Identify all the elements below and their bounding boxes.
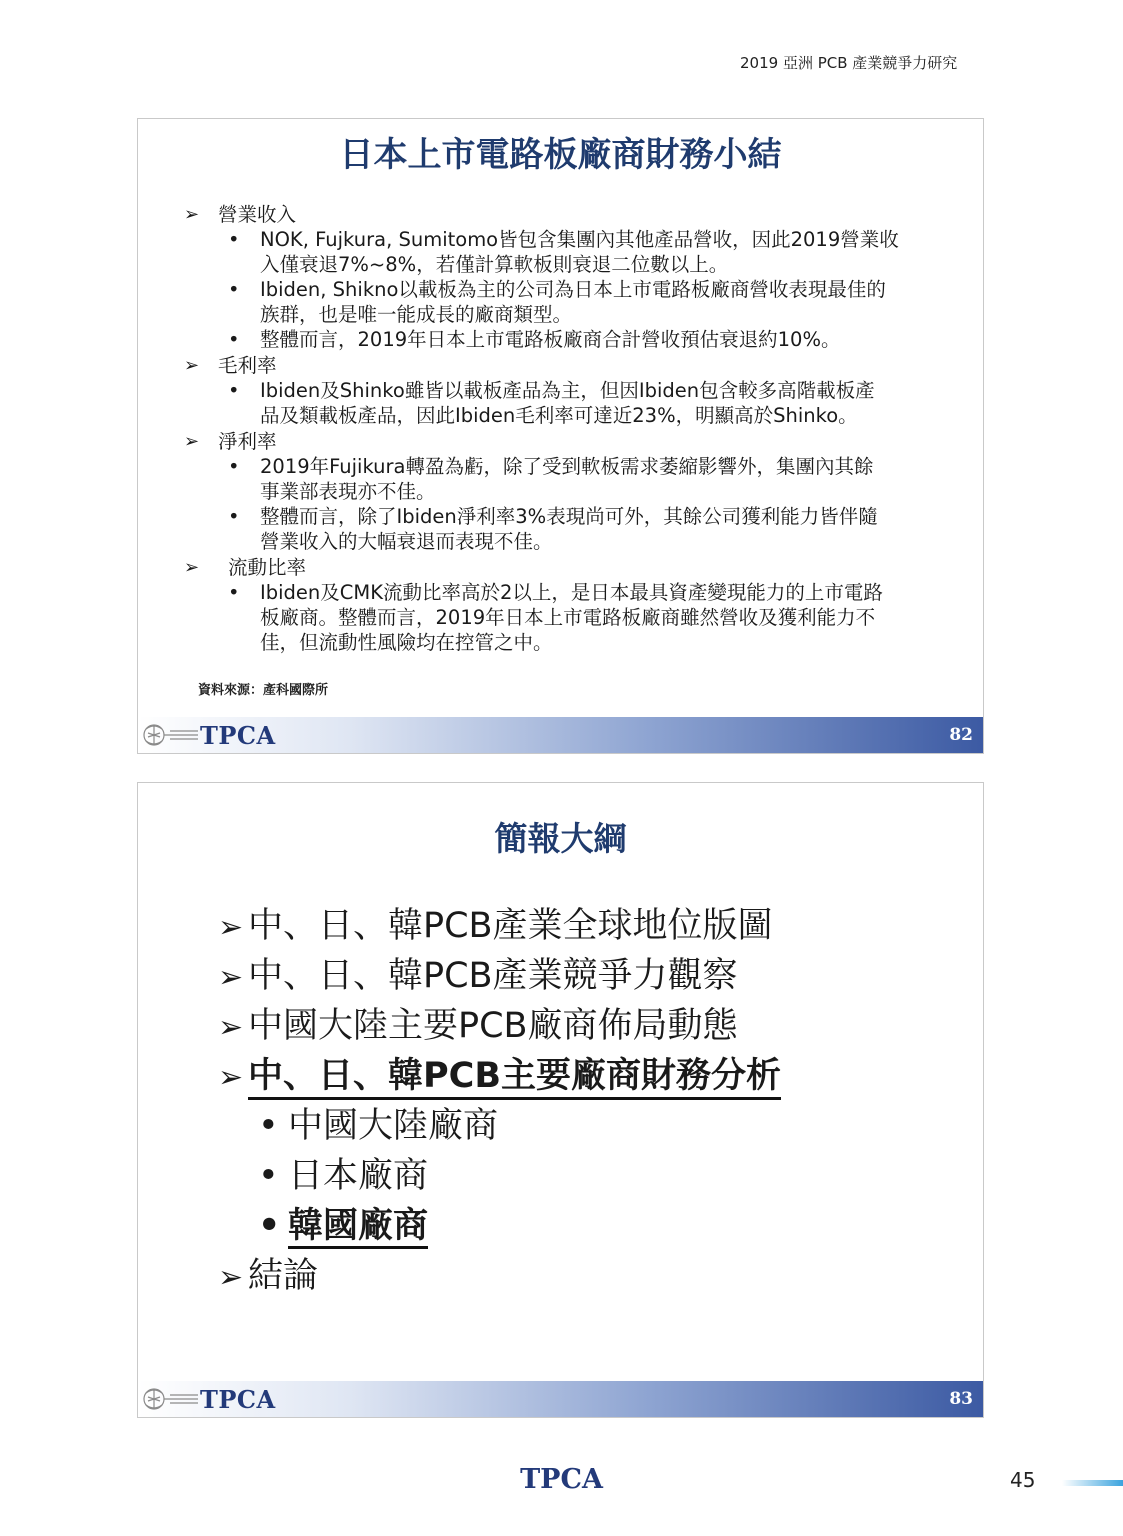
arrow-bullet-icon: ➢ [218, 1010, 244, 1045]
slide-83 [137, 782, 984, 1418]
agenda-subitem: • 日本廠商 [258, 1156, 429, 1196]
arrow-bullet-icon: ➢ [218, 910, 244, 945]
section-net-margin [184, 428, 954, 554]
list-item: • Ibiden, Shikno以載板為主的公司為日本上市電路板廠商營收表現最佳的 族群，也是唯一能成長的廠商類型。 [228, 278, 886, 326]
agenda-list [218, 901, 918, 1301]
source-note: 資料來源：產科國際所 [198, 683, 329, 698]
slide-body [184, 201, 954, 655]
list-item: • Ibiden及Shinko雖皆以載板產品為主，但因Ibiden包含較多高階載板產 品及類載板產品，因此Ibiden毛利率可達近23%，明顯高於Shinko。 [228, 379, 875, 427]
section-heading: 淨利率 [218, 429, 277, 453]
footer-logo-text: TPCA [200, 721, 276, 750]
list-item: • Ibiden及CMK流動比率高於2以上，是日本最具資產變現能力的上市電路 板廠商。整體而言，2019年日本上市電路板廠商雖然營收及獲利能力不 佳，但流動性風險均在控管之中。 [228, 581, 883, 654]
slide-footer [138, 717, 983, 753]
footer-logo-text: TPCA [200, 1385, 276, 1414]
list-item: • 整體而言，除了Ibiden淨利率3%表現尚可外，其餘公司獲利能力皆伴隨 營業收入的大幅衰退而表現不佳。 [228, 505, 878, 553]
arrow-bullet-icon: ➢ [218, 1060, 244, 1095]
tpca-logo-icon [140, 719, 198, 751]
section-gross-margin [184, 352, 954, 428]
section-current-ratio [184, 554, 954, 655]
slide-title: 簡報大綱 [494, 819, 627, 858]
agenda-item: ➢ 中國大陸主要PCB廠商佈局動態 [218, 1001, 918, 1051]
section-revenue [184, 201, 954, 352]
arrow-bullet-icon: ➢ [218, 1260, 244, 1295]
agenda-subitem-current: • 韓國廠商 [218, 1201, 918, 1251]
page-accent-bar [1062, 1480, 1123, 1486]
slide-82 [137, 118, 984, 754]
section-heading: 流動比率 [228, 555, 307, 579]
list-item: • 整體而言，2019年日本上市電路板廠商合計營收預估衰退約10%。 [228, 328, 841, 351]
tpca-logo-icon [140, 1383, 198, 1415]
document-footer-logo: TPCA [520, 1464, 603, 1495]
agenda-item: ➢ 結論 [218, 1251, 918, 1301]
slide-page-number: 82 [949, 725, 973, 745]
arrow-bullet-icon: ➢ [184, 203, 200, 225]
slide-footer [138, 1381, 983, 1417]
agenda-item-current: ➢ 中、日、韓PCB主要廠商財務分析 [218, 1051, 918, 1101]
agenda-item: ➢ 中、日、韓PCB產業競爭力觀察 [218, 951, 918, 1001]
page-number: 45 [1010, 1468, 1036, 1492]
document-header: 2019 亞洲 PCB 產業競爭力研究 [740, 54, 958, 72]
agenda-item: ➢ 中、日、韓PCB產業全球地位版圖 [218, 901, 918, 951]
slide-page-number: 83 [949, 1389, 973, 1409]
section-heading: 營業收入 [218, 202, 297, 226]
list-item: • NOK, Fujkura, Sumitomo皆包含集團內其他產品營收，因此2019營業收 入僅衰退7%~8%，若僅計算軟板則衰退二位數以上。 [228, 228, 899, 276]
arrow-bullet-icon: ➢ [184, 556, 200, 578]
list-item: • 2019年Fujikura轉盈為虧，除了受到軟板需求萎縮影響外，集團內其餘 事業部表現亦不佳。 [228, 455, 874, 503]
arrow-bullet-icon: ➢ [184, 354, 200, 376]
agenda-subitem: • 中國大陸廠商 [258, 1106, 499, 1146]
arrow-bullet-icon: ➢ [218, 960, 244, 995]
slide-title: 日本上市電路板廠商財務小結 [339, 135, 782, 175]
section-heading: 毛利率 [218, 353, 277, 377]
arrow-bullet-icon: ➢ [184, 430, 200, 452]
